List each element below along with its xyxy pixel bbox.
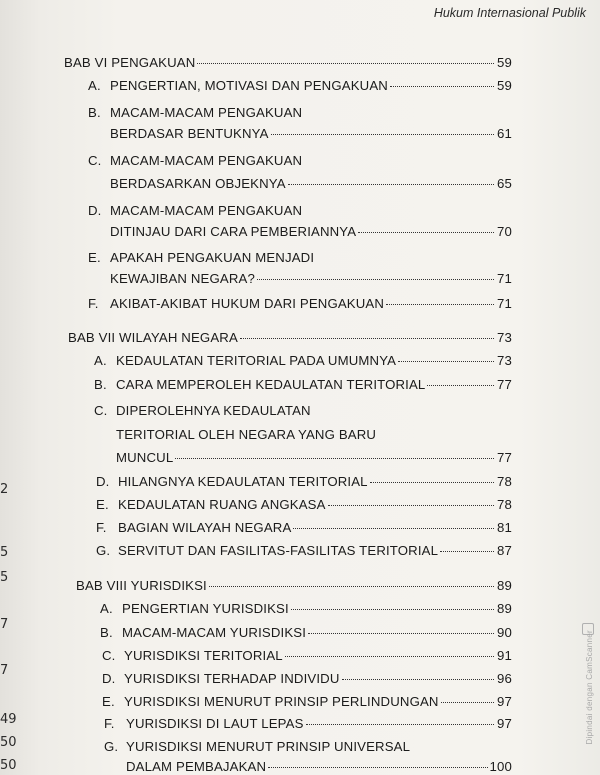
entry-title: PENGERTIAN, MOTIVASI DAN PENGAKUAN bbox=[110, 78, 388, 93]
toc-entry bbox=[96, 474, 512, 489]
entry-letter: C. bbox=[102, 648, 116, 663]
entry-title: DIPEROLEHNYA KEDAULATAN bbox=[116, 403, 311, 418]
dot-leader bbox=[308, 633, 494, 634]
dot-leader bbox=[285, 656, 494, 657]
dot-leader bbox=[293, 528, 494, 529]
dot-leader bbox=[328, 505, 494, 506]
toc-entry bbox=[96, 497, 512, 512]
toc-entry bbox=[102, 648, 512, 663]
page-number: 90 bbox=[497, 625, 512, 640]
page-number: 71 bbox=[497, 296, 512, 311]
dot-leader bbox=[291, 609, 494, 610]
page-number: 97 bbox=[497, 716, 512, 731]
chapter-title: BAB VI PENGAKUAN bbox=[64, 55, 196, 70]
page-number: 87 bbox=[497, 543, 512, 558]
entry-letter: C. bbox=[88, 153, 102, 168]
toc-entry bbox=[104, 716, 512, 731]
toc-entry-continuation bbox=[110, 224, 512, 239]
entry-letter: B. bbox=[88, 105, 101, 120]
page-number: 91 bbox=[497, 648, 512, 663]
toc-entry-first-line bbox=[88, 250, 314, 265]
facing-page-number: 7 bbox=[0, 663, 9, 678]
entry-title: MACAM-MACAM PENGAKUAN bbox=[110, 203, 303, 218]
entry-title: YURISDIKSI MENURUT PRINSIP UNIVERSAL bbox=[126, 739, 411, 754]
dot-leader bbox=[288, 184, 494, 185]
entry-letter: D. bbox=[102, 671, 116, 686]
running-header: Hukum Internasional Publik bbox=[433, 6, 586, 20]
scanner-watermark: Dipindai dengan CamScanner bbox=[585, 630, 594, 745]
toc-entry-first-line bbox=[88, 153, 302, 168]
page-number: 100 bbox=[489, 759, 512, 774]
entry-title: YURISDIKSI MENURUT PRINSIP PERLINDUNGAN bbox=[124, 694, 439, 709]
page-number: 65 bbox=[497, 176, 512, 191]
page-number: 77 bbox=[497, 377, 512, 392]
entry-title-cont: TERITORIAL OLEH NEGARA YANG BARU bbox=[116, 427, 377, 442]
entry-title: MACAM-MACAM PENGAKUAN bbox=[110, 105, 303, 120]
entry-letter: C. bbox=[94, 403, 108, 418]
entry-letter: A. bbox=[94, 353, 107, 368]
dot-leader bbox=[306, 724, 494, 725]
entry-letter: B. bbox=[94, 377, 107, 392]
chapter-heading bbox=[64, 55, 512, 70]
dot-leader bbox=[390, 86, 494, 87]
entry-letter: A. bbox=[100, 601, 113, 616]
entry-letter: F. bbox=[104, 716, 115, 731]
entry-letter: F. bbox=[88, 296, 99, 311]
toc-entry bbox=[100, 625, 512, 640]
dot-leader bbox=[398, 361, 494, 362]
page-number: 59 bbox=[497, 78, 512, 93]
page-number: 89 bbox=[497, 601, 512, 616]
toc-entry-first-line bbox=[94, 403, 311, 418]
page-number: 73 bbox=[497, 353, 512, 368]
dot-leader bbox=[358, 232, 494, 233]
toc-entry bbox=[88, 78, 512, 93]
page-number: 89 bbox=[497, 578, 512, 593]
facing-page-number: 50 bbox=[0, 758, 17, 773]
entry-title: BAGIAN WILAYAH NEGARA bbox=[118, 520, 292, 535]
entry-title: YURISDIKSI TERITORIAL bbox=[124, 648, 283, 663]
page-number: 73 bbox=[497, 330, 512, 345]
chapter-heading bbox=[68, 330, 512, 345]
entry-title: AKIBAT-AKIBAT HUKUM DARI PENGAKUAN bbox=[110, 296, 385, 311]
dot-leader bbox=[268, 767, 487, 768]
dot-leader bbox=[271, 134, 494, 135]
dot-leader bbox=[342, 679, 495, 680]
toc-entry-continuation bbox=[116, 450, 512, 465]
facing-page-number: 5 bbox=[0, 545, 9, 560]
entry-letter: E. bbox=[102, 694, 115, 709]
toc-entry bbox=[94, 377, 512, 392]
toc-entry-first-line bbox=[88, 203, 302, 218]
entry-letter: A. bbox=[88, 78, 101, 93]
toc-entry bbox=[88, 296, 512, 311]
facing-page-number: 49 bbox=[0, 712, 17, 727]
dot-leader bbox=[257, 279, 494, 280]
entry-title: CARA MEMPEROLEH KEDAULATAN TERITORIAL bbox=[116, 377, 426, 392]
entry-title-cont: BERDASAR BENTUKNYA bbox=[110, 126, 269, 141]
page-number: 71 bbox=[497, 271, 512, 286]
entry-title: KEDAULATAN TERITORIAL PADA UMUMNYA bbox=[116, 353, 397, 368]
entry-letter: D. bbox=[96, 474, 110, 489]
page-number: 81 bbox=[497, 520, 512, 535]
entry-title: HILANGNYA KEDAULATAN TERITORIAL bbox=[118, 474, 368, 489]
page-number: 97 bbox=[497, 694, 512, 709]
dot-leader bbox=[175, 458, 494, 459]
entry-title: MACAM-MACAM PENGAKUAN bbox=[110, 153, 303, 168]
dot-leader bbox=[209, 586, 494, 587]
toc-entry-continuation bbox=[126, 759, 512, 774]
page-number: 78 bbox=[497, 474, 512, 489]
entry-letter: E. bbox=[96, 497, 109, 512]
facing-page-number: 50 bbox=[0, 735, 17, 750]
page-number: 70 bbox=[497, 224, 512, 239]
facing-page-number: 5 bbox=[0, 570, 9, 585]
toc-entry bbox=[96, 520, 512, 535]
entry-title-cont: BERDASARKAN OBJEKNYA bbox=[110, 176, 286, 191]
toc-entry bbox=[102, 671, 512, 686]
chapter-heading bbox=[76, 578, 512, 593]
toc-entry-first-line bbox=[104, 739, 410, 754]
entry-title: YURISDIKSI DI LAUT LEPAS bbox=[126, 716, 304, 731]
chapter-title: BAB VIII YURISDIKSI bbox=[76, 578, 207, 593]
page-number: 61 bbox=[497, 126, 512, 141]
dot-leader bbox=[441, 702, 494, 703]
facing-page-number: 2 bbox=[0, 482, 9, 497]
entry-title: APAKAH PENGAKUAN MENJADI bbox=[110, 250, 315, 265]
page-number: 59 bbox=[497, 55, 512, 70]
entry-title-cont: KEWAJIBAN NEGARA? bbox=[110, 271, 255, 286]
entry-letter: G. bbox=[96, 543, 111, 558]
dot-leader bbox=[197, 63, 494, 64]
entry-title: KEDAULATAN RUANG ANGKASA bbox=[118, 497, 326, 512]
dot-leader bbox=[427, 385, 494, 386]
toc-entry-continuation bbox=[110, 271, 512, 286]
entry-title-cont: DITINJAU DARI CARA PEMBERIANNYA bbox=[110, 224, 357, 239]
entry-title: PENGERTIAN YURISDIKSI bbox=[122, 601, 289, 616]
dot-leader bbox=[370, 482, 494, 483]
entry-letter: G. bbox=[104, 739, 119, 754]
entry-title-cont: DALAM PEMBAJAKAN bbox=[126, 759, 267, 774]
entry-title: MACAM-MACAM YURISDIKSI bbox=[122, 625, 307, 640]
facing-page-number: 7 bbox=[0, 617, 9, 632]
entry-title-cont: MUNCUL bbox=[116, 450, 174, 465]
toc-entry-first-line bbox=[88, 105, 302, 120]
dot-leader bbox=[240, 338, 494, 339]
entry-letter: D. bbox=[88, 203, 102, 218]
toc-entry-continuation bbox=[110, 176, 512, 191]
entry-letter: B. bbox=[100, 625, 113, 640]
toc-entry-continuation bbox=[110, 126, 512, 141]
entry-letter: E. bbox=[88, 250, 101, 265]
toc-entry bbox=[100, 601, 512, 616]
page-number: 78 bbox=[497, 497, 512, 512]
entry-title: SERVITUT DAN FASILITAS-FASILITAS TERITORIAL bbox=[118, 543, 439, 558]
page-number: 96 bbox=[497, 671, 512, 686]
dot-leader bbox=[386, 304, 494, 305]
entry-letter: F. bbox=[96, 520, 107, 535]
dot-leader bbox=[440, 551, 494, 552]
entry-title: YURISDIKSI TERHADAP INDIVIDU bbox=[124, 671, 340, 686]
toc-entry bbox=[102, 694, 512, 709]
toc-entry bbox=[94, 353, 512, 368]
chapter-title: BAB VII WILAYAH NEGARA bbox=[68, 330, 238, 345]
toc-entry-continuation bbox=[116, 427, 376, 442]
page-number: 77 bbox=[497, 450, 512, 465]
toc-entry bbox=[96, 543, 512, 558]
